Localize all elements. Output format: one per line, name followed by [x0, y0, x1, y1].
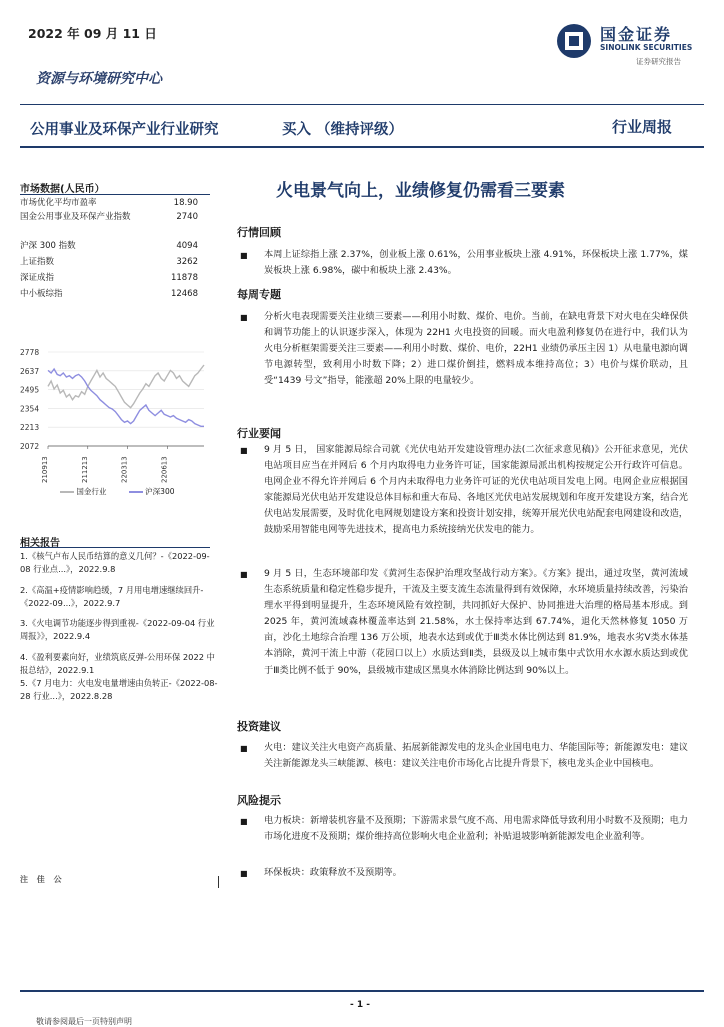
page-number: - 1 -: [350, 1000, 370, 1010]
section-paragraph: 本周上证综指上涨 2.37%，创业板上涨 0.61%，公用事业板块上涨 4.91%，环保板块上涨 1.77%，煤炭板块上涨 6.98%，碳中和板块上涨 2.43%。: [264, 249, 688, 277]
header-divider-top: [20, 104, 704, 105]
footer-divider: [20, 990, 704, 992]
section-heading: 投资建议: [237, 720, 281, 733]
y-tick-label: 2354: [20, 404, 40, 414]
market-row: [20, 272, 198, 285]
market-row-value: 11878: [170, 273, 198, 283]
legend-swatch: [60, 491, 74, 493]
chart-canvas: [20, 346, 208, 486]
bullet-icon: ■: [240, 446, 248, 455]
section-heading: 风险提示: [237, 794, 281, 807]
x-tick-label: 220613: [160, 456, 169, 483]
related-report-item[interactable]: 4.《盈利要素向好，业绩筑底反弹-公用环保 2022 中报总结》，2022.9.1: [20, 652, 215, 676]
related-report-item[interactable]: 3.《火电调节功能逐步得到重视-《2022-09-04 行业周报》》，2022.9.4: [20, 618, 215, 642]
market-row-label: 国金公用事业及环保产业指数: [20, 212, 131, 222]
market-row: [20, 240, 198, 253]
related-reports-title: 相关报告: [20, 538, 60, 549]
analyst-header-partial: 注 佳 公: [20, 875, 65, 884]
y-tick-label: 2072: [20, 442, 40, 451]
section-heading: 行业要闻: [237, 427, 281, 440]
bullet-icon: ■: [240, 869, 248, 878]
section-paragraph: 9 月 5 日， 国家能源局综合司就《光伏电站开发建设管理办法(二次征求意见稿)》公开征求意见，光伏电站项目应当在并网后 6 个月内取得电力业务许可证，国家能源局派出机构按规定公开行政许可信息。电网企业不得允许并网后 6 个月内未取得电力业务许可证的光伏电站项目发电上网。电网企业应根据国家能源局光伏电站开发建设总体目标和重大布局、各地区光伏电站发展规划和年度开发建设方案，结合光伏电站发展需要，及时优化电网规划建设方案和投资计划安排，统筹开展光伏电站配套电网建设和改造，鼓励采用智能电网等先进技术，提高电力系统接纳光伏发电的能力。: [264, 444, 688, 536]
x-tick-label: 220313: [120, 456, 129, 483]
index-trend-chart: [20, 346, 208, 506]
market-row-value: 4094: [176, 241, 198, 251]
report-category: 证券研究报告: [636, 57, 681, 66]
bullet-icon: ■: [240, 817, 248, 826]
bullet-icon: ■: [240, 570, 248, 579]
report-date: 2022 年 09 月 11 日: [28, 26, 157, 41]
legend-swatch: [129, 491, 143, 493]
section-paragraph: 火电：建议关注火电资产高质量、拓展新能源发电的龙头企业国电电力、华能国际等；新能源发电：建议关注新能源龙头三峡能源、核电：建议关注电价市场化占比提升背景下，核电龙头企业中国核电。: [264, 742, 688, 770]
logo-chinese-name: 国金证券: [600, 25, 673, 44]
bullet-icon: ■: [240, 744, 248, 753]
company-logo: [556, 22, 706, 60]
related-report-item[interactable]: 5.《7 月电力：火电发电量增速由负转正-《2022-08-28 行业...》，2022.8.28: [20, 678, 218, 702]
market-row: [20, 211, 198, 224]
market-row: [20, 288, 198, 301]
market-row-value: 18.90: [173, 198, 198, 208]
legend-label: 国金行业: [76, 487, 107, 496]
section-paragraph: 环保板块：政策释放不及预期等。: [264, 867, 402, 878]
market-row-label: 上证指数: [20, 257, 55, 267]
bullet-icon: ■: [240, 313, 248, 322]
series-line: [48, 365, 204, 408]
y-tick-label: 2637: [20, 366, 40, 376]
market-row-label: 深证成指: [20, 273, 55, 283]
market-row: [20, 197, 198, 210]
logo-emblem-icon: [556, 23, 592, 59]
related-report-item[interactable]: 2.《高温+疫情影响趋缓，7 月用电增速继续回升-《2022-09...》，2022.9.7: [20, 585, 204, 609]
rating: 买入 （维持评级）: [282, 122, 404, 138]
section-paragraph: 分析火电表现需要关注业绩三要素——利用小时数、煤价、电价。当前，在缺电背景下对火电在尖峰保供和调节功能上的认识逐步深入，体现为 22H1 火电投资的回暖。而火电盈利修复仍在进行中，我们认为火电分析框架需要关注三要素——利用小时数、煤价、电价，22H1 业绩仍承压主因 1）从电量电源向调节电源转型，致利用小时数下降；2）进口煤价倒挂，燃料成本维持高位；3）电价与煤价联动，且受“1439 号文”指导，能涨超 20%上限的电量较少。: [264, 311, 688, 387]
section-heading: 行情回顾: [237, 226, 281, 239]
related-report-item[interactable]: 1.《核气卢布人民币结算的意义几何？-《2022-09-08 行业点...》，2022.9.8: [20, 551, 210, 575]
section-paragraph: 电力板块：新增装机容量不及预期；下游需求景气度不高、用电需求降低导致利用小时数不及预期；电力市场化进度不及预期；煤价维持高位影响火电企业盈利；补贴退坡影响新能源发电企业盈利等。: [264, 815, 688, 843]
header-divider-bottom: [20, 146, 704, 148]
department-name: 资源与环境研究中心: [36, 71, 162, 87]
market-row: [20, 256, 198, 269]
market-row-label: 中小板综指: [20, 289, 63, 299]
industry-name: 公用事业及环保产业行业研究: [30, 122, 219, 138]
related-reports-divider: [20, 547, 210, 548]
y-tick-label: 2213: [20, 423, 40, 433]
y-tick-label: 2495: [20, 385, 40, 395]
logo-english-name: SINOLINK SECURITIES: [600, 43, 693, 52]
market-row-value: 3262: [176, 257, 198, 267]
x-tick-label: 210913: [41, 456, 49, 483]
market-data-title: 市场数据(人民币）: [20, 184, 105, 195]
legend-label: 沪深300: [145, 487, 175, 496]
market-row-label: 沪深 300 指数: [20, 241, 76, 251]
report-title: 火电景气向上，业绩修复仍需看三要素: [276, 181, 565, 201]
bullet-icon: ■: [240, 251, 248, 260]
section-paragraph: 9 月 5 日，生态环境部印发《黄河生态保护治理攻坚战行动方案》。《方案》提出，通过攻坚，黄河流域生态系统质量和稳定性稳步提升，干流及主要支流生态流量得到有效保障，水环境质量持续改善，污染治理水平得到明显提升，生态环境风险有效控制，共同抓好大保护、协同推进大治理的格局基本形成。到 2025 年，黄河流域森林覆盖率达到 21.58%，水土保持率达到 67.74%，退化天然林修复 1050 万亩，沙化土地综合治理 136 万公顷，地表水达到或优于Ⅲ类水体比例达到 81.9%，地表水劣Ⅴ类水体基本消除，黄河干流上中游（花园口以上）水质达到Ⅱ类，县级及以上城市集中式饮用水水源水质达到或优于Ⅲ类比例不低于 90%，县级城市建成区黑臭水体消除比例达到 90%以上。: [264, 568, 688, 676]
section-heading: 每周专题: [237, 288, 281, 301]
market-data-divider: [20, 194, 210, 195]
chart-legend: [60, 486, 210, 498]
market-row-label: 市场优化平均市盈率: [20, 198, 97, 208]
sidebar-end-mark: [218, 876, 219, 888]
x-tick-label: 211213: [80, 456, 89, 483]
market-row-value: 12468: [170, 289, 198, 299]
y-tick-label: 2778: [20, 348, 40, 357]
market-row-value: 2740: [176, 212, 198, 222]
report-type: 行业周报: [612, 118, 673, 136]
disclaimer-note: 敬请参阅最后一页特别声明: [36, 1017, 132, 1026]
